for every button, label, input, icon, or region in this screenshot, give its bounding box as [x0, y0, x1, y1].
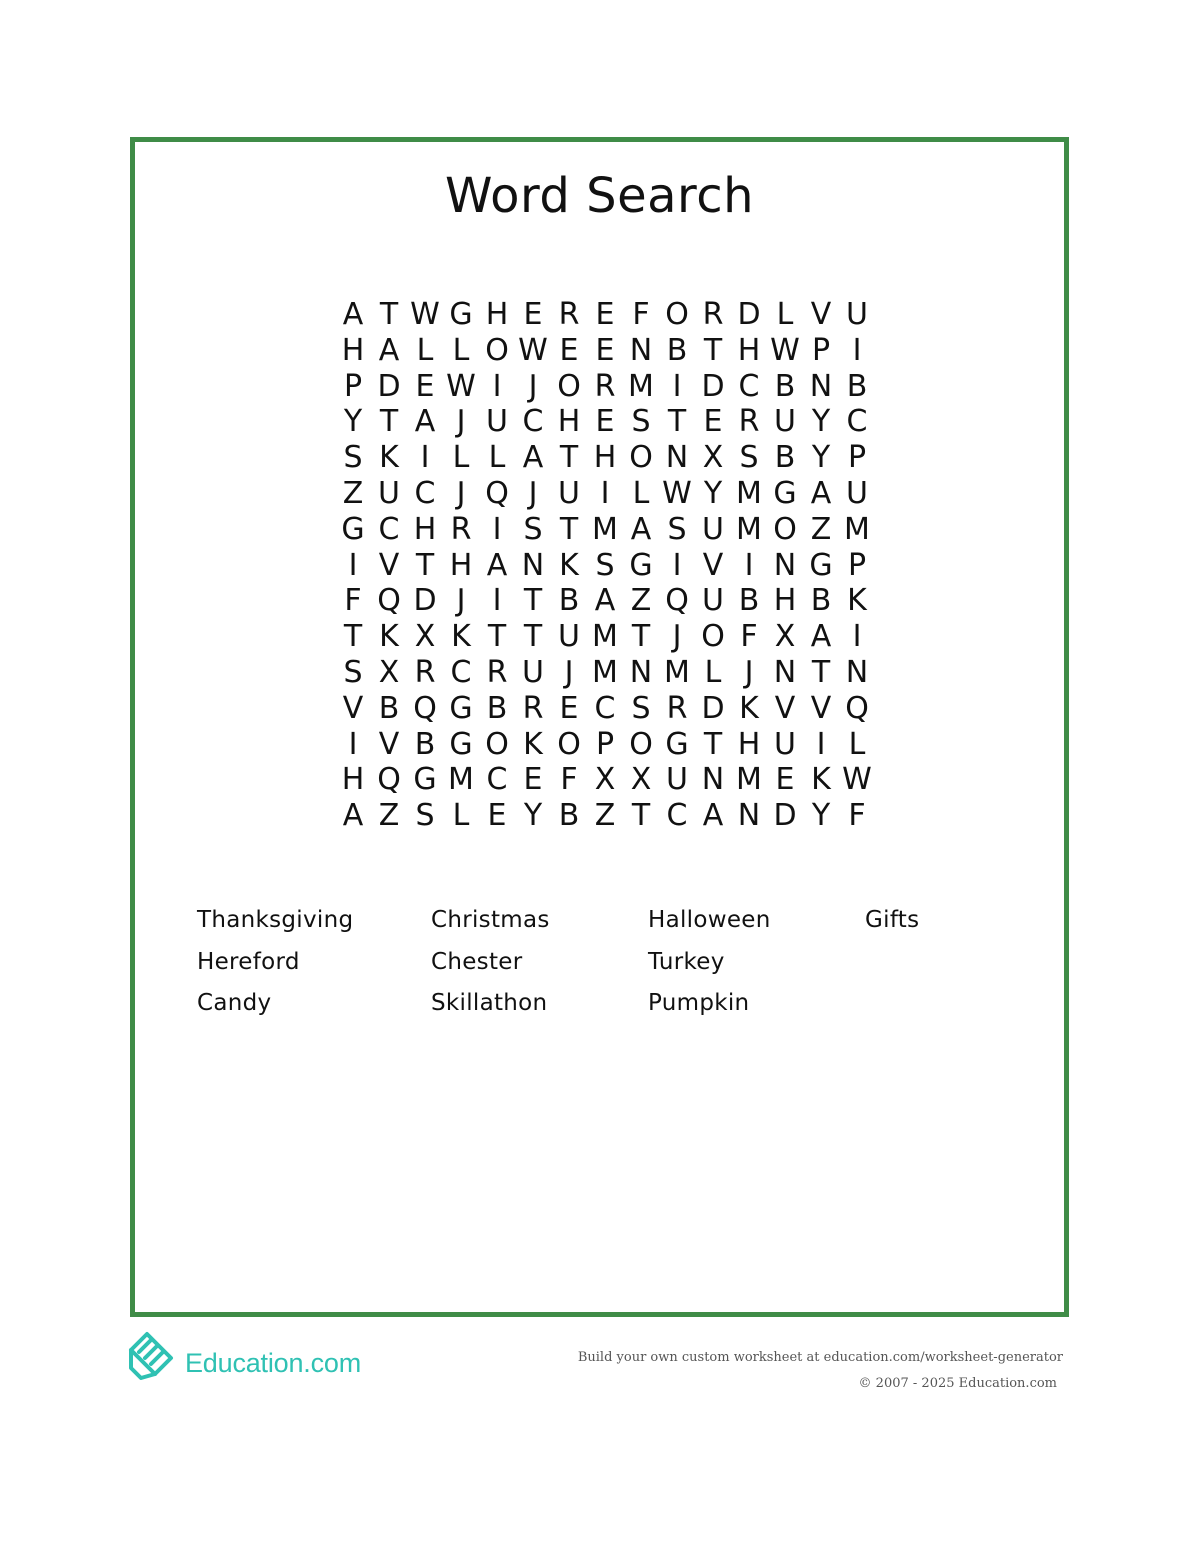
word-list-item: Thanksgiving: [197, 907, 354, 933]
grid-letter: A: [810, 619, 832, 655]
grid-letter: E: [559, 332, 579, 368]
grid-letter: X: [378, 654, 400, 690]
grid-letter: V: [810, 297, 832, 332]
grid-letter: D: [701, 690, 725, 726]
grid-letter: N: [701, 762, 725, 798]
grid-letter: K: [379, 619, 399, 655]
grid-letter: Z: [810, 511, 832, 547]
grid-letter: S: [343, 440, 363, 476]
grid-letter: A: [594, 583, 616, 619]
grid-letter: A: [414, 404, 436, 440]
grid-letter: P: [847, 547, 867, 583]
grid-letter: A: [342, 798, 364, 834]
grid-letter: T: [559, 511, 579, 547]
grid-letter: B: [810, 583, 832, 619]
grid-letter: V: [342, 690, 364, 726]
grid-letter: M: [736, 475, 762, 511]
grid-letter: U: [558, 619, 580, 655]
grid-letter: I: [672, 368, 682, 404]
grid-letter: A: [486, 547, 508, 583]
grid-letter: G: [449, 690, 473, 726]
grid-letter: I: [852, 619, 862, 655]
grid-letter: G: [629, 547, 653, 583]
grid-letter: A: [522, 440, 544, 476]
grid-letter: P: [847, 440, 867, 476]
grid-letter: K: [379, 440, 399, 476]
grid-letter: E: [559, 690, 579, 726]
word-list-item: Gifts: [865, 907, 920, 933]
grid-letter: U: [522, 654, 544, 690]
grid-letter: L: [452, 798, 470, 834]
grid-letter: V: [702, 547, 724, 583]
grid-letter: K: [451, 619, 471, 655]
grid-letter: M: [664, 654, 690, 690]
grid-letter: T: [379, 404, 399, 440]
grid-letter: U: [378, 475, 400, 511]
grid-letter: J: [564, 654, 574, 690]
grid-letter: B: [666, 332, 688, 368]
grid-letter: T: [343, 619, 363, 655]
grid-letter: V: [378, 726, 400, 762]
grid-letter: O: [773, 511, 797, 547]
grid-letter: W: [446, 368, 476, 404]
grid-letter: T: [487, 619, 507, 655]
grid-letter: U: [702, 583, 724, 619]
grid-letter: I: [420, 440, 430, 476]
grid-letter: E: [703, 404, 723, 440]
grid-letter: S: [343, 654, 363, 690]
grid-letter: L: [452, 440, 470, 476]
grid-letter: U: [846, 475, 868, 511]
word-list-item: Candy: [197, 990, 272, 1016]
grid-letter: Q: [665, 583, 689, 619]
grid-letter: N: [665, 440, 689, 476]
grid-letter: O: [629, 726, 653, 762]
grid-letter: R: [450, 511, 472, 547]
grid-letter: C: [738, 368, 760, 404]
grid-letter: E: [595, 404, 615, 440]
grid-letter: L: [452, 332, 470, 368]
grid-letter: A: [630, 511, 652, 547]
grid-letter: R: [522, 690, 544, 726]
grid-letter: B: [774, 368, 796, 404]
grid-letter: A: [810, 475, 832, 511]
grid-letter: R: [738, 404, 760, 440]
grid-letter: S: [667, 511, 687, 547]
grid-letter: H: [737, 332, 761, 368]
grid-letter: N: [521, 547, 545, 583]
grid-letter: W: [842, 762, 872, 798]
grid-letter: U: [486, 404, 508, 440]
grid-letter: E: [595, 297, 615, 332]
grid-letter: K: [739, 690, 759, 726]
grid-letter: Y: [811, 440, 831, 476]
grid-letter: Q: [413, 690, 437, 726]
grid-letter: H: [449, 547, 473, 583]
grid-letter: R: [666, 690, 688, 726]
grid-letter: D: [377, 368, 401, 404]
education-logo[interactable]: [127, 1328, 372, 1388]
grid-letter: G: [449, 726, 473, 762]
grid-letter: L: [416, 332, 434, 368]
grid-letter: D: [413, 583, 437, 619]
grid-letter: X: [594, 762, 616, 798]
grid-letter: Z: [342, 475, 364, 511]
grid-letter: F: [344, 583, 362, 619]
grid-letter: I: [600, 475, 610, 511]
grid-letter: E: [775, 762, 795, 798]
grid-letter: F: [632, 297, 650, 332]
grid-letter: A: [342, 297, 364, 332]
grid-letter: D: [773, 798, 797, 834]
footer-generator-link[interactable]: Build your own custom worksheet at education.com/worksheet-generator: [577, 1350, 1063, 1365]
grid-letter: R: [414, 654, 436, 690]
grid-letter: S: [631, 404, 651, 440]
education-logo-icon: [127, 1328, 179, 1384]
grid-letter: C: [846, 404, 868, 440]
grid-letter: Y: [811, 798, 831, 834]
grid-letter: X: [630, 762, 652, 798]
grid-letter: L: [848, 726, 866, 762]
grid-letter: K: [847, 583, 867, 619]
grid-letter: K: [523, 726, 543, 762]
grid-letter: L: [632, 475, 650, 511]
grid-letter: F: [740, 619, 758, 655]
grid-letter: J: [744, 654, 754, 690]
grid-letter: U: [558, 475, 580, 511]
grid-letter: W: [518, 332, 548, 368]
word-list-item: Christmas: [431, 907, 550, 933]
grid-letter: E: [523, 762, 543, 798]
grid-letter: C: [522, 404, 544, 440]
grid-letter: W: [770, 332, 800, 368]
grid-letter: C: [486, 762, 508, 798]
grid-letter: H: [737, 726, 761, 762]
grid-letter: T: [631, 798, 651, 834]
grid-letter: N: [629, 654, 653, 690]
grid-letter: Y: [523, 798, 543, 834]
grid-letter: O: [485, 726, 509, 762]
grid-letter: H: [341, 332, 365, 368]
grid-letter: T: [415, 547, 435, 583]
word-list-item: Chester: [431, 948, 523, 975]
grid-letter: D: [701, 368, 725, 404]
grid-letter: U: [774, 726, 796, 762]
grid-letter: M: [448, 762, 474, 798]
grid-letter: M: [628, 368, 654, 404]
grid-letter: N: [737, 798, 761, 834]
grid-letter: G: [449, 297, 473, 332]
grid-letter: K: [559, 547, 579, 583]
grid-letter: T: [523, 619, 543, 655]
grid-letter: X: [774, 619, 796, 655]
grid-letter: N: [629, 332, 653, 368]
grid-letter: L: [704, 654, 722, 690]
grid-letter: G: [809, 547, 833, 583]
grid-letter: C: [450, 654, 472, 690]
grid-letter: M: [592, 511, 618, 547]
grid-letter: X: [414, 619, 436, 655]
grid-letter: J: [528, 368, 538, 404]
grid-letter: O: [701, 619, 725, 655]
grid-letter: V: [378, 547, 400, 583]
grid-letter: Z: [594, 798, 616, 834]
word-list-item: [865, 945, 985, 987]
grid-letter: Y: [703, 475, 723, 511]
grid-letter: N: [845, 654, 869, 690]
grid-letter: B: [558, 798, 580, 834]
grid-letter: P: [595, 726, 615, 762]
grid-letter: B: [738, 583, 760, 619]
grid-letter: B: [486, 690, 508, 726]
word-list-item: Pumpkin: [648, 990, 750, 1016]
grid-letter: J: [456, 404, 466, 440]
word-list: [197, 903, 985, 1028]
grid-letter: L: [488, 440, 506, 476]
grid-letter: E: [487, 798, 507, 834]
grid-letter: G: [413, 762, 437, 798]
grid-letter: I: [852, 332, 862, 368]
grid-letter: H: [341, 762, 365, 798]
grid-letter: N: [773, 654, 797, 690]
grid-letter: K: [811, 762, 831, 798]
grid-letter: O: [665, 297, 689, 332]
grid-letter: I: [744, 547, 754, 583]
grid-letter: V: [810, 690, 832, 726]
grid-letter: A: [378, 332, 400, 368]
grid-letter: M: [592, 619, 618, 655]
grid-letter: O: [485, 332, 509, 368]
grid-letter: H: [593, 440, 617, 476]
grid-letter: I: [492, 583, 502, 619]
grid-letter: M: [736, 511, 762, 547]
grid-letter: M: [592, 654, 618, 690]
grid-letter: C: [594, 690, 616, 726]
grid-letter: P: [343, 368, 363, 404]
grid-letter: O: [557, 726, 581, 762]
word-list-item: Hereford: [197, 948, 300, 975]
grid-letter: R: [486, 654, 508, 690]
grid-letter: S: [631, 690, 651, 726]
grid-letter: B: [414, 726, 436, 762]
grid-letter: X: [702, 440, 724, 476]
grid-letter: N: [773, 547, 797, 583]
word-list-item: [865, 986, 985, 1028]
grid-letter: C: [414, 475, 436, 511]
grid-letter: E: [415, 368, 435, 404]
grid-letter: S: [739, 440, 759, 476]
page-title: Word Search: [444, 168, 755, 224]
grid-letter: F: [848, 798, 866, 834]
grid-letter: I: [816, 726, 826, 762]
grid-letter: Q: [845, 690, 869, 726]
logo-text: Education.com: [185, 1348, 361, 1378]
grid-letter: T: [379, 297, 399, 332]
grid-letter: U: [846, 297, 868, 332]
grid-letter: G: [773, 475, 797, 511]
grid-letter: I: [492, 511, 502, 547]
grid-letter: J: [456, 583, 466, 619]
grid-letter: G: [665, 726, 689, 762]
grid-letter: Z: [630, 583, 652, 619]
grid-letter: C: [378, 511, 400, 547]
grid-letter: E: [523, 297, 543, 332]
word-list-item: Skillathon: [431, 990, 548, 1016]
grid-letter: O: [629, 440, 653, 476]
grid-letter: T: [523, 583, 543, 619]
grid-letter: A: [702, 798, 724, 834]
grid-letter: T: [703, 332, 723, 368]
grid-letter: I: [348, 547, 358, 583]
footer-copyright: © 2007 - 2025 Education.com: [858, 1376, 1057, 1391]
grid-letter: U: [774, 404, 796, 440]
grid-letter: H: [413, 511, 437, 547]
grid-letter: T: [811, 654, 831, 690]
grid-letter: E: [595, 332, 615, 368]
grid-letter: H: [773, 583, 797, 619]
word-list-item: Turkey: [648, 948, 725, 975]
grid-letter: T: [703, 726, 723, 762]
grid-letter: G: [341, 511, 365, 547]
grid-letter: I: [492, 368, 502, 404]
grid-letter: B: [378, 690, 400, 726]
grid-letter: T: [667, 404, 687, 440]
grid-letter: D: [737, 297, 761, 332]
grid-letter: R: [558, 297, 580, 332]
grid-letter: T: [631, 619, 651, 655]
grid-letter: H: [557, 404, 581, 440]
grid-letter: N: [809, 368, 833, 404]
grid-letter: J: [672, 619, 682, 655]
word-list-item: Halloween: [648, 907, 771, 933]
grid-letter: Y: [343, 404, 363, 440]
grid-letter: S: [415, 798, 435, 834]
grid-letter: R: [702, 297, 724, 332]
grid-letter: B: [846, 368, 868, 404]
grid-letter: B: [774, 440, 796, 476]
letter-grid: [335, 297, 875, 834]
grid-letter: J: [528, 475, 538, 511]
grid-letter: L: [776, 297, 794, 332]
grid-letter: M: [736, 762, 762, 798]
grid-letter: Y: [811, 404, 831, 440]
grid-letter: V: [774, 690, 796, 726]
grid-letter: H: [485, 297, 509, 332]
grid-letter: W: [410, 297, 440, 332]
grid-letter: B: [558, 583, 580, 619]
grid-letter: J: [456, 475, 466, 511]
grid-letter: W: [662, 475, 692, 511]
grid-letter: Z: [378, 798, 400, 834]
grid-letter: I: [672, 547, 682, 583]
grid-letter: S: [523, 511, 543, 547]
grid-letter: U: [666, 762, 688, 798]
grid-letter: I: [348, 726, 358, 762]
grid-letter: O: [557, 368, 581, 404]
grid-letter: M: [844, 511, 870, 547]
grid-letter: C: [666, 798, 688, 834]
grid-letter: T: [559, 440, 579, 476]
grid-letter: Q: [377, 583, 401, 619]
grid-letter: F: [560, 762, 578, 798]
grid-letter: Q: [485, 475, 509, 511]
grid-letter: S: [595, 547, 615, 583]
grid-letter: U: [702, 511, 724, 547]
grid-letter: R: [594, 368, 616, 404]
grid-letter: P: [811, 332, 831, 368]
grid-letter: Q: [377, 762, 401, 798]
